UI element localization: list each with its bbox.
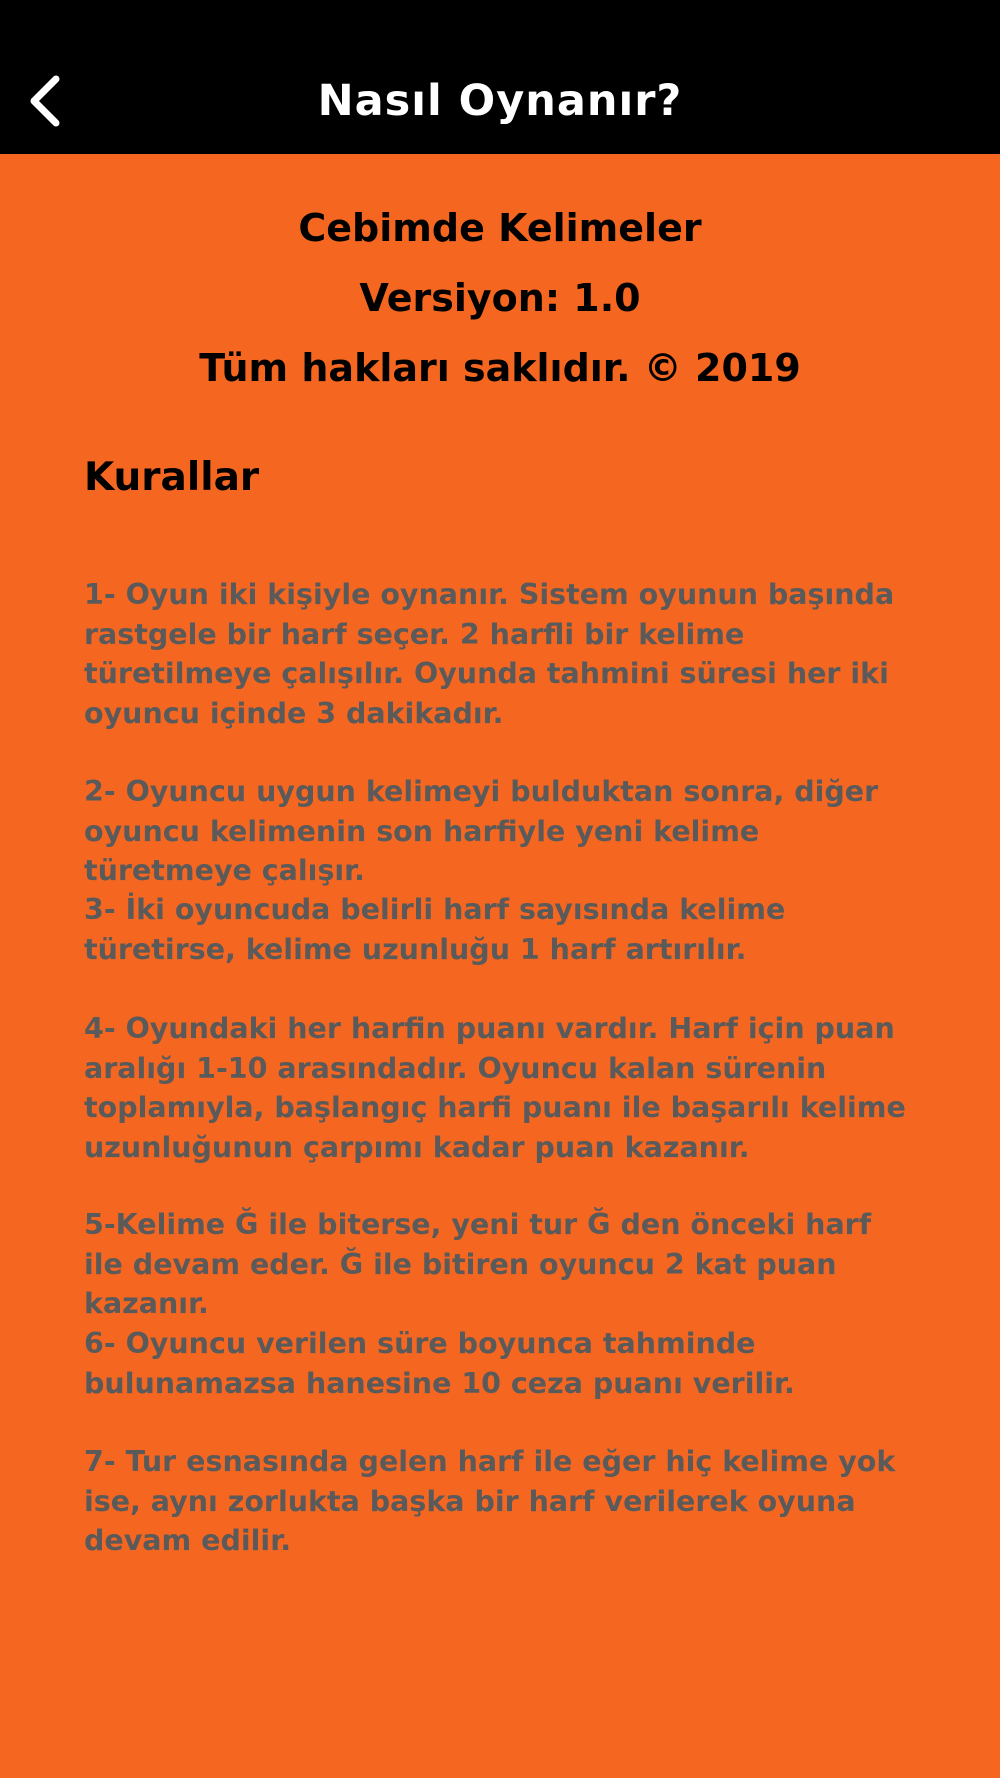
rule-item-4: 4- Oyundaki her harfin puanı vardır. Harf için puan aralığı 1-10 arasındadır. Oyuncu kalan sürenin toplamıyla, başlangıç harfi puanı ile başarılı kelime uzunluğunun çarpımı kadar puan kazanır.: [84, 1012, 906, 1164]
rule-item-6: 6- Oyuncu verilen süre boyunca tahminde bulunamazsa hanesine 10 ceza puanı verilir.: [84, 1327, 795, 1400]
rules-title: Kurallar: [84, 455, 260, 500]
rule-item-7: 7- Tur esnasında gelen harf ile eğer hiç kelime yok ise, aynı zorlukta başka bir harf verilerek oyuna devam edilir.: [84, 1445, 896, 1557]
rule-item-3: 3- İki oyuncuda belirli harf sayısında kelime türetirse, kelime uzunluğu 1 harf artırılır.: [84, 893, 786, 966]
rule-item-2: 2- Oyuncu uygun kelimeyi bulduktan sonra, diğer oyuncu kelimenin son harfiyle yeni kelime türetmeye çalışır.: [84, 775, 879, 887]
page-title: Nasıl Oynanır?: [317, 76, 683, 126]
app-name: Cebimde Kelimeler: [298, 206, 702, 250]
copyright-label: Tüm hakları saklıdır. © 2019: [199, 346, 801, 390]
rule-item-5: 5-Kelime Ğ ile biterse, yeni tur Ğ den önceki harf ile devam eder. Ğ ile bitiren oyuncu 2 kat puan kazanır.: [84, 1208, 872, 1320]
rule-item-1: 1- Oyun iki kişiyle oynanır. Sistem oyunun başında rastgele bir harf seçer. 2 harfli bir kelime türetilmeye çalışılır. Oyunda tahmini süresi her iki oyuncu içinde 3 dakikadır.: [84, 578, 895, 730]
version-label: Versiyon: 1.0: [359, 276, 641, 320]
top-bar: [0, 0, 1000, 154]
